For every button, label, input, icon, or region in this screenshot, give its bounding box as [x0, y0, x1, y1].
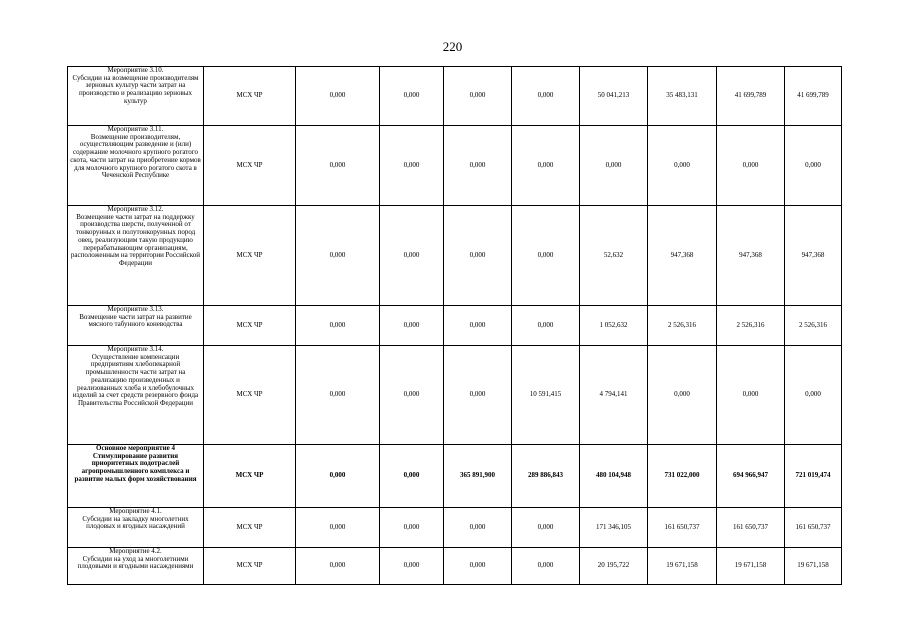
value-cell: 289 886,843	[512, 445, 580, 508]
value-cell: 0,000	[444, 67, 512, 126]
measure-name-cell: Мероприятие 3.14. Осуществление компенсации предприятиям хлебопекарной промышленности части затрат на реализацию произведенных и реализованных хлеба и хлебобулочных изделий за счет средств резервного фонда Правительства Российской Федерации	[68, 346, 204, 445]
executor-cell: МСХ ЧР	[204, 445, 296, 508]
value-cell: 0,000	[380, 508, 444, 548]
value-cell: 947,368	[717, 206, 785, 306]
page-number: 220	[442, 39, 463, 54]
measure-name-cell: Мероприятие 4.2. Субсидии на уход за многолетними плодовыми и ягодными насаждениями	[68, 548, 204, 585]
value-cell: 161 650,737	[648, 508, 717, 548]
value-cell: 161 650,737	[717, 508, 785, 548]
value-cell: 947,368	[648, 206, 717, 306]
value-cell: 0,000	[648, 346, 717, 445]
measure-name-cell: Мероприятие 3.12. Возмещение части затрат на поддержку производства шерсти, полученной от тонкорунных и полутонкорунных пород овец, реализующим такую продукцию перерабатывающим организациям, расположенным на территории Российской Федерации	[68, 206, 204, 306]
table-row	[68, 206, 842, 306]
value-cell: 0,000	[785, 126, 842, 206]
value-cell: 0,000	[296, 126, 380, 206]
table-row	[68, 346, 842, 445]
value-cell: 19 671,158	[648, 548, 717, 585]
value-cell: 52,632	[580, 206, 648, 306]
value-cell: 0,000	[444, 346, 512, 445]
value-cell: 0,000	[785, 346, 842, 445]
value-cell: 0,000	[296, 67, 380, 126]
value-cell: 365 891,900	[444, 445, 512, 508]
table-row	[68, 306, 842, 346]
value-cell: 0,000	[296, 548, 380, 585]
table-row	[68, 508, 842, 548]
measure-name-cell: Мероприятие 3.11. Возмещение производителям, осуществляющим разведение и (или) содержание молочного крупного рогатого скота, части затрат на приобретение кормов для молочного крупного рогатого скота в Чеченской Республике	[68, 126, 204, 206]
value-cell: 19 671,158	[785, 548, 842, 585]
measure-name-cell: Мероприятие 3.10. Субсидии на возмещение производителям зерновых культур части затрат на производство и реализацию зерновых культур	[68, 67, 204, 126]
value-cell: 947,368	[785, 206, 842, 306]
value-cell: 161 650,737	[785, 508, 842, 548]
value-cell: 0,000	[512, 126, 580, 206]
value-cell: 731 022,000	[648, 445, 717, 508]
value-cell: 20 195,722	[580, 548, 648, 585]
value-cell: 10 591,415	[512, 346, 580, 445]
value-cell: 0,000	[512, 206, 580, 306]
value-cell: 171 346,105	[580, 508, 648, 548]
value-cell: 0,000	[512, 548, 580, 585]
value-cell: 0,000	[296, 306, 380, 346]
value-cell: 0,000	[296, 206, 380, 306]
value-cell: 0,000	[444, 508, 512, 548]
value-cell: 721 019,474	[785, 445, 842, 508]
value-cell: 0,000	[580, 126, 648, 206]
value-cell: 0,000	[512, 306, 580, 346]
value-cell: 0,000	[512, 508, 580, 548]
table-row	[68, 67, 842, 126]
value-cell: 0,000	[380, 548, 444, 585]
value-cell: 35 483,131	[648, 67, 717, 126]
value-cell: 0,000	[296, 445, 380, 508]
budget-table	[67, 66, 842, 585]
executor-cell: МСХ ЧР	[204, 548, 296, 585]
value-cell: 2 526,316	[648, 306, 717, 346]
value-cell: 0,000	[444, 126, 512, 206]
value-cell: 694 966,947	[717, 445, 785, 508]
value-cell: 41 699,789	[717, 67, 785, 126]
executor-cell: МСХ ЧР	[204, 206, 296, 306]
value-cell: 0,000	[717, 126, 785, 206]
value-cell: 480 104,948	[580, 445, 648, 508]
value-cell: 19 671,158	[717, 548, 785, 585]
value-cell: 2 526,316	[717, 306, 785, 346]
executor-cell: МСХ ЧР	[204, 346, 296, 445]
value-cell: 0,000	[648, 126, 717, 206]
value-cell: 0,000	[380, 306, 444, 346]
executor-cell: МСХ ЧР	[204, 508, 296, 548]
measure-name-cell: Мероприятие 3.13. Возмещение части затрат на развитие мясного табунного коневодства	[68, 306, 204, 346]
value-cell: 0,000	[444, 306, 512, 346]
executor-cell: МСХ ЧР	[204, 67, 296, 126]
measure-name-cell: Мероприятие 4.1. Субсидии на закладку многолетних плодовых и ягодных насаждений	[68, 508, 204, 548]
value-cell: 0,000	[512, 67, 580, 126]
value-cell: 50 041,213	[580, 67, 648, 126]
value-cell: 1 052,632	[580, 306, 648, 346]
value-cell: 0,000	[717, 346, 785, 445]
value-cell: 0,000	[296, 508, 380, 548]
executor-cell: МСХ ЧР	[204, 126, 296, 206]
value-cell: 0,000	[296, 346, 380, 445]
table-row	[68, 126, 842, 206]
table-row	[68, 445, 842, 508]
value-cell: 0,000	[380, 67, 444, 126]
value-cell: 0,000	[444, 206, 512, 306]
executor-cell: МСХ ЧР	[204, 306, 296, 346]
value-cell: 0,000	[444, 548, 512, 585]
value-cell: 4 794,141	[580, 346, 648, 445]
measure-name-cell: Основное мероприятие 4 Стимулирование развития приоритетных подотраслей агропромышленного комплекса и развитие малых форм хозяйствования	[68, 445, 204, 508]
value-cell: 41 699,789	[785, 67, 842, 126]
value-cell: 2 526,316	[785, 306, 842, 346]
value-cell: 0,000	[380, 126, 444, 206]
value-cell: 0,000	[380, 445, 444, 508]
value-cell: 0,000	[380, 206, 444, 306]
table-row	[68, 548, 842, 585]
value-cell: 0,000	[380, 346, 444, 445]
